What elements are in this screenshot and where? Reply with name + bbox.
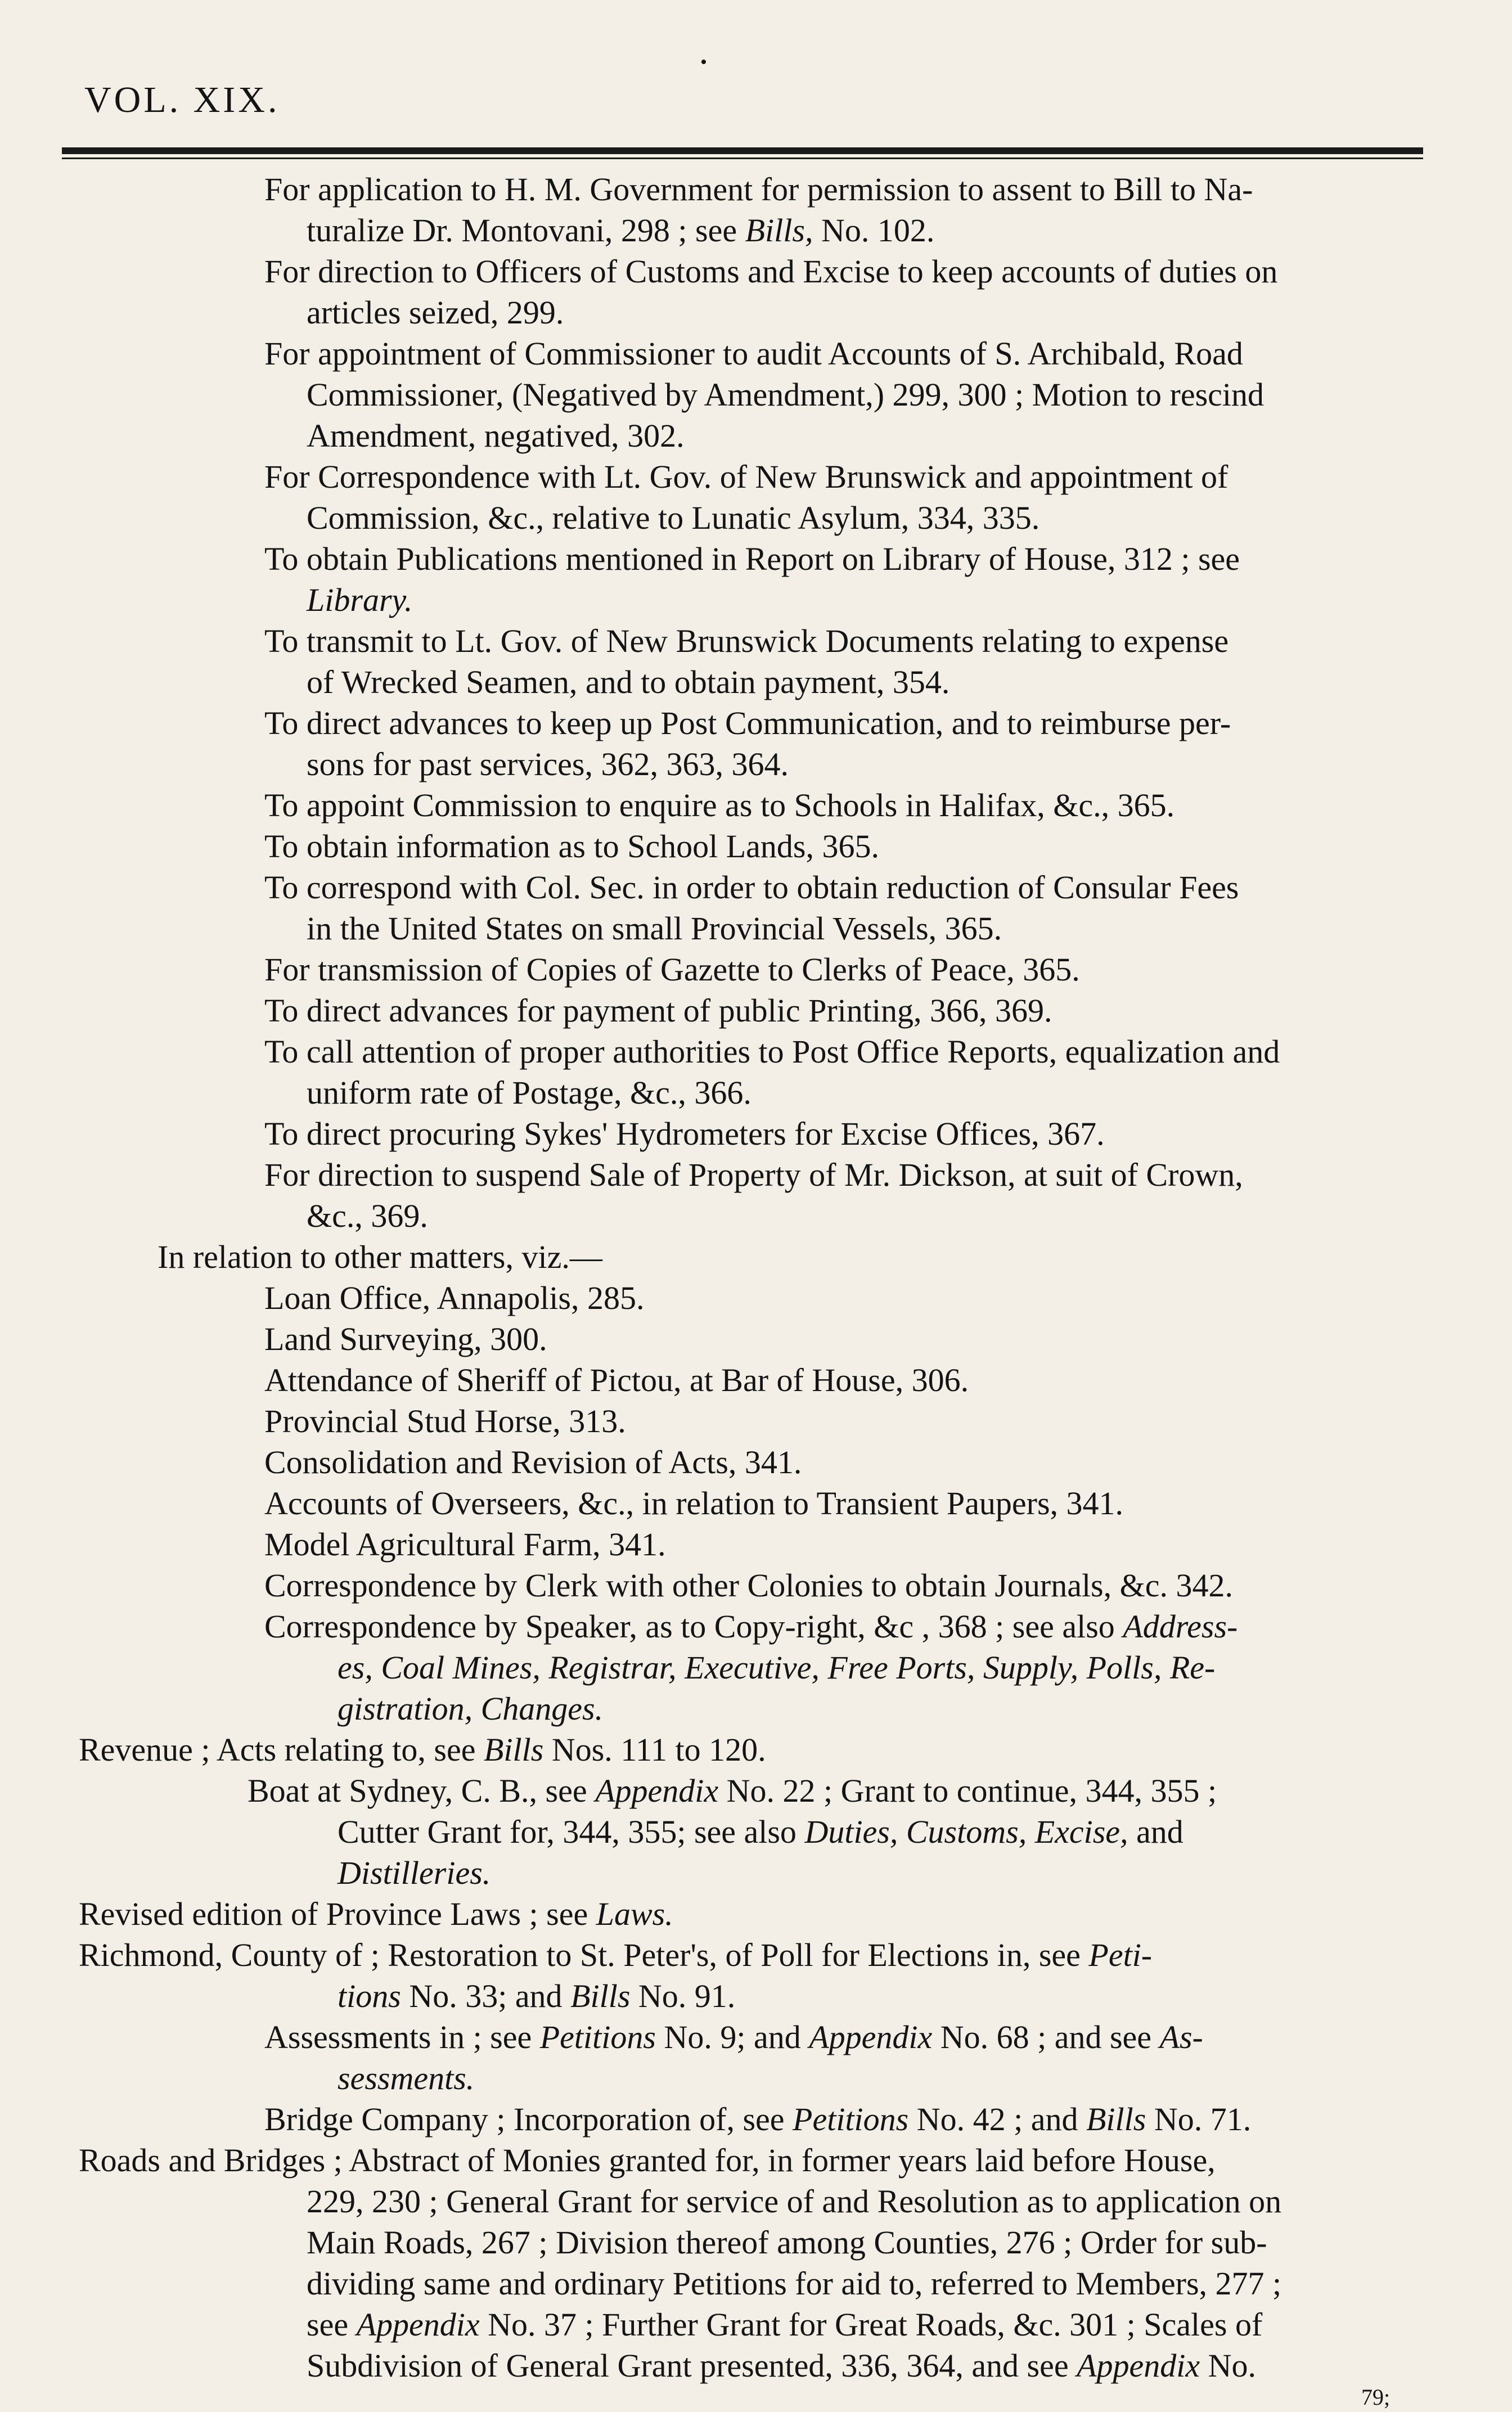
index-line [79, 333, 1423, 374]
index-text: dividing same and ordinary Petitions for aid to, referred to Members, 277 ; [307, 2265, 1282, 2302]
index-text: articles seized, 299. [307, 294, 564, 331]
index-text: No. 68 ; and see [932, 2019, 1160, 2055]
index-text: Land Surveying, 300. [264, 1321, 547, 1357]
index-italic-ref: Appendix [595, 1772, 719, 1809]
index-line [79, 1318, 1423, 1360]
index-italic-ref: Library. [307, 582, 413, 618]
index-text: Commission, &c., relative to Lunatic Asylum, 334, 335. [307, 500, 1040, 536]
index-italic-ref: Bills [570, 1978, 631, 2014]
index-line [79, 169, 1423, 210]
index-line [79, 1524, 1423, 1565]
index-italic-ref: sessments. [338, 2060, 475, 2096]
index-italic-ref: Bills [1086, 2101, 1146, 2138]
index-italic-ref: Duties, Customs, Excise, [804, 1814, 1128, 1850]
index-line [79, 374, 1423, 415]
index-text: Boat at Sydney, C. B., see [248, 1772, 596, 1809]
index-line [79, 1934, 1423, 1976]
index-italic-ref: tions [338, 1978, 401, 2014]
header-rule-thin [62, 158, 1423, 159]
index-text: Accounts of Overseers, &c., in relation to Transient Paupers, 341. [264, 1485, 1124, 1522]
index-italic-ref: Peti- [1088, 1937, 1153, 1973]
index-text: Roads and Bridges ; Abstract of Monies granted for, in former years laid before House, [79, 2142, 1216, 2179]
index-italic-ref: Petitions [793, 2101, 909, 2138]
index-italic-ref: gistration, Changes. [338, 1690, 604, 1727]
index-text: Nos. 111 to 120. [543, 1731, 766, 1768]
index-line [79, 1113, 1423, 1154]
index-line [79, 1770, 1423, 1811]
index-text: 229, 230 ; General Grant for service of and Resolution as to application on [307, 2183, 1282, 2220]
index-line [79, 1852, 1423, 1893]
index-line [79, 456, 1423, 497]
index-line [79, 703, 1423, 744]
index-line [79, 620, 1423, 662]
index-text: For Correspondence with Lt. Gov. of New Brunswick and appointment of [264, 458, 1228, 495]
index-line [79, 908, 1423, 949]
index-text: Correspondence by Speaker, as to Copy-right, &c , 368 ; see also [264, 1608, 1123, 1645]
index-italic-ref: Petitions [539, 2019, 656, 2055]
index-text: To transmit to Lt. Gov. of New Brunswick Documents relating to expense [264, 623, 1229, 659]
index-line [79, 2181, 1423, 2222]
index-text: &c., 369. [307, 1198, 428, 1234]
index-text: To obtain Publications mentioned in Report on Library of House, 312 ; see [264, 541, 1240, 577]
index-text: No. 91. [630, 1978, 736, 2014]
index-italic-ref: Appendix [1077, 2347, 1200, 2384]
index-text: Revenue ; Acts relating to, see [79, 1731, 484, 1768]
index-text: of Wrecked Seamen, and to obtain payment, 354. [307, 664, 950, 700]
index-line [79, 2222, 1423, 2263]
index-text: uniform rate of Postage, &c., 366. [307, 1074, 752, 1111]
index-line [79, 1360, 1423, 1401]
index-line [79, 292, 1423, 333]
index-line [79, 1729, 1423, 1770]
index-text: and [1128, 1814, 1184, 1850]
index-line [79, 662, 1423, 703]
index-text: Attendance of Sheriff of Pictou, at Bar of House, 306. [264, 1362, 969, 1398]
index-italic-ref: Distilleries. [338, 1855, 491, 1891]
index-line [79, 1811, 1423, 1852]
index-line [79, 1442, 1423, 1483]
index-text: Model Agricultural Farm, 341. [264, 1526, 666, 1563]
index-line [79, 579, 1423, 620]
index-line [79, 1401, 1423, 1442]
index-text: Main Roads, 267 ; Division thereof among Counties, 276 ; Order for sub- [307, 2224, 1267, 2261]
index-line [79, 1893, 1423, 1934]
index-line [79, 2140, 1423, 2181]
index-line [79, 1072, 1423, 1113]
index-line [79, 1565, 1423, 1606]
index-line [79, 415, 1423, 456]
index-line [79, 949, 1423, 990]
index-line [79, 1976, 1423, 2017]
index-italic-ref: Bills, [745, 212, 813, 249]
index-text: see [307, 2306, 357, 2343]
index-line [79, 1236, 1423, 1277]
index-text: To correspond with Col. Sec. in order to obtain reduction of Consular Fees [264, 869, 1239, 906]
index-text: Bridge Company ; Incorporation of, see [264, 2101, 793, 2138]
index-text: Cutter Grant for, 344, 355; see also [338, 1814, 805, 1850]
index-line [79, 1277, 1423, 1318]
index-line [79, 2017, 1423, 2058]
page-header [84, 52, 1423, 141]
index-text: No. 102. [813, 212, 935, 249]
index-italic-ref: Laws. [596, 1896, 673, 1932]
continued-page-ref: 79; [1361, 2384, 1390, 2410]
index-line [79, 785, 1423, 826]
index-line [79, 2263, 1423, 2304]
index-text: For direction to Officers of Customs and Excise to keep accounts of duties on [264, 253, 1278, 290]
index-text: To direct advances to keep up Post Communication, and to reimburse per- [264, 705, 1231, 741]
index-line [79, 826, 1423, 867]
index-line [79, 744, 1423, 785]
index-line [79, 2099, 1423, 2140]
index-line [79, 2345, 1423, 2386]
index-text: No. 33; and [400, 1978, 571, 2014]
index-text: Commissioner, (Negatived by Amendment,) 299, 300 ; Motion to rescind [307, 376, 1264, 413]
index-body [79, 169, 1423, 2386]
index-text: Amendment, negatived, 302. [307, 417, 685, 454]
index-line [79, 990, 1423, 1031]
index-line [79, 497, 1423, 538]
index-text: Correspondence by Clerk with other Colonies to obtain Journals, &c. 342. [264, 1567, 1233, 1604]
index-text: sons for past services, 362, 363, 364. [307, 746, 789, 782]
index-text: Consolidation and Revision of Acts, 341. [264, 1444, 802, 1480]
index-text: Subdivision of General Grant presented, 336, 364, and see [307, 2347, 1077, 2384]
index-line [79, 1031, 1423, 1072]
index-text: Richmond, County of ; Restoration to St. Peter's, of Poll for Elections in, see [79, 1937, 1089, 1973]
index-line [79, 538, 1423, 579]
index-text: turalize Dr. Montovani, 298 ; see [307, 212, 745, 249]
index-text: No. 37 ; Further Grant for Great Roads, &c. 301 ; Scales of [479, 2306, 1263, 2343]
index-text: Provincial Stud Horse, 313. [264, 1403, 626, 1439]
index-text: To direct procuring Sykes' Hydrometers for Excise Offices, 367. [264, 1115, 1105, 1152]
index-italic-ref: As- [1159, 2019, 1203, 2055]
index-line [79, 210, 1423, 251]
index-line [79, 1154, 1423, 1195]
index-italic-ref: Appendix [809, 2019, 933, 2055]
index-text: To obtain information as to School Lands, 365. [264, 828, 879, 865]
index-line [79, 2058, 1423, 2099]
index-line [79, 251, 1423, 292]
index-italic-ref: Address- [1123, 1608, 1238, 1645]
index-text: In relation to other matters, viz.— [158, 1239, 602, 1275]
index-text: Revised edition of Province Laws ; see [79, 1896, 596, 1932]
index-text: Assessments in ; see [264, 2019, 540, 2055]
index-line [79, 2304, 1423, 2345]
index-text: No. 22 ; Grant to continue, 344, 355 ; [718, 1772, 1217, 1809]
index-text: For application to H. M. Government for permission to assent to Bill to Na- [264, 171, 1253, 208]
header-rule-thick [62, 147, 1423, 154]
index-text: No. [1200, 2347, 1257, 2384]
index-text: For direction to suspend Sale of Property of Mr. Dickson, at suit of Crown, [264, 1156, 1243, 1193]
index-italic-ref: Appendix [356, 2306, 480, 2343]
index-line [79, 1647, 1423, 1688]
index-italic-ref: Bills [483, 1731, 544, 1768]
index-text: No. 42 ; and [908, 2101, 1086, 2138]
index-text: To appoint Commission to enquire as to Schools in Halifax, &c., 365. [264, 787, 1175, 824]
index-text: Loan Office, Annapolis, 285. [264, 1280, 645, 1316]
index-text: To call attention of proper authorities to Post Office Reports, equalization and [264, 1033, 1280, 1070]
index-italic-ref: es, Coal Mines, Registrar, Executive, Free Ports, Supply, Polls, Re- [338, 1649, 1216, 1686]
index-text: in the United States on small Provincial Vessels, 365. [307, 910, 1002, 947]
printer-mark: • [700, 52, 707, 73]
index-text: For transmission of Copies of Gazette to Clerks of Peace, 365. [264, 951, 1080, 988]
index-line [79, 1195, 1423, 1236]
index-text: No. 9; and [655, 2019, 809, 2055]
index-text: No. 71. [1146, 2101, 1252, 2138]
index-line [79, 1606, 1423, 1647]
index-text: To direct advances for payment of public Printing, 366, 369. [264, 992, 1052, 1029]
index-line [79, 1483, 1423, 1524]
index-line [79, 867, 1423, 908]
index-line [79, 1688, 1423, 1729]
volume-label: VOL. XIX. [84, 79, 280, 120]
index-text: For appointment of Commissioner to audit Accounts of S. Archibald, Road [264, 335, 1243, 372]
